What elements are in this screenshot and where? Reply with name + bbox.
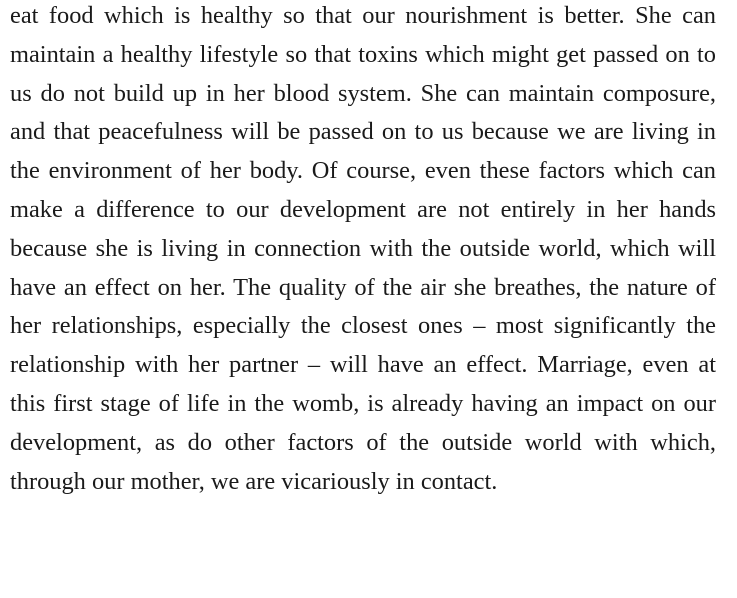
- document-page: [10, 0, 716, 501]
- body-paragraph: eat food which is healthy so that our nourishment is better. She can maintain a healthy lifestyle so that toxins which might get passed on to us do not build up in her blood system. She can maintain composure, and that peacefulness will be passed on to us because we are living in the environment of her body. Of course, even these factors which can make a difference to our development are not entirely in her hands because she is living in connection with the outside world, which will have an effect on her. The quality of the air she breathes, the nature of her relationships, especially the closest ones – most significantly the relationship with her partner – will have an effect. Marriage, even at this first stage of life in the womb, is already having an impact on our development, as do other factors of the outside world with which, through our mother, we are vicariously in contact.: [10, 2, 716, 495]
